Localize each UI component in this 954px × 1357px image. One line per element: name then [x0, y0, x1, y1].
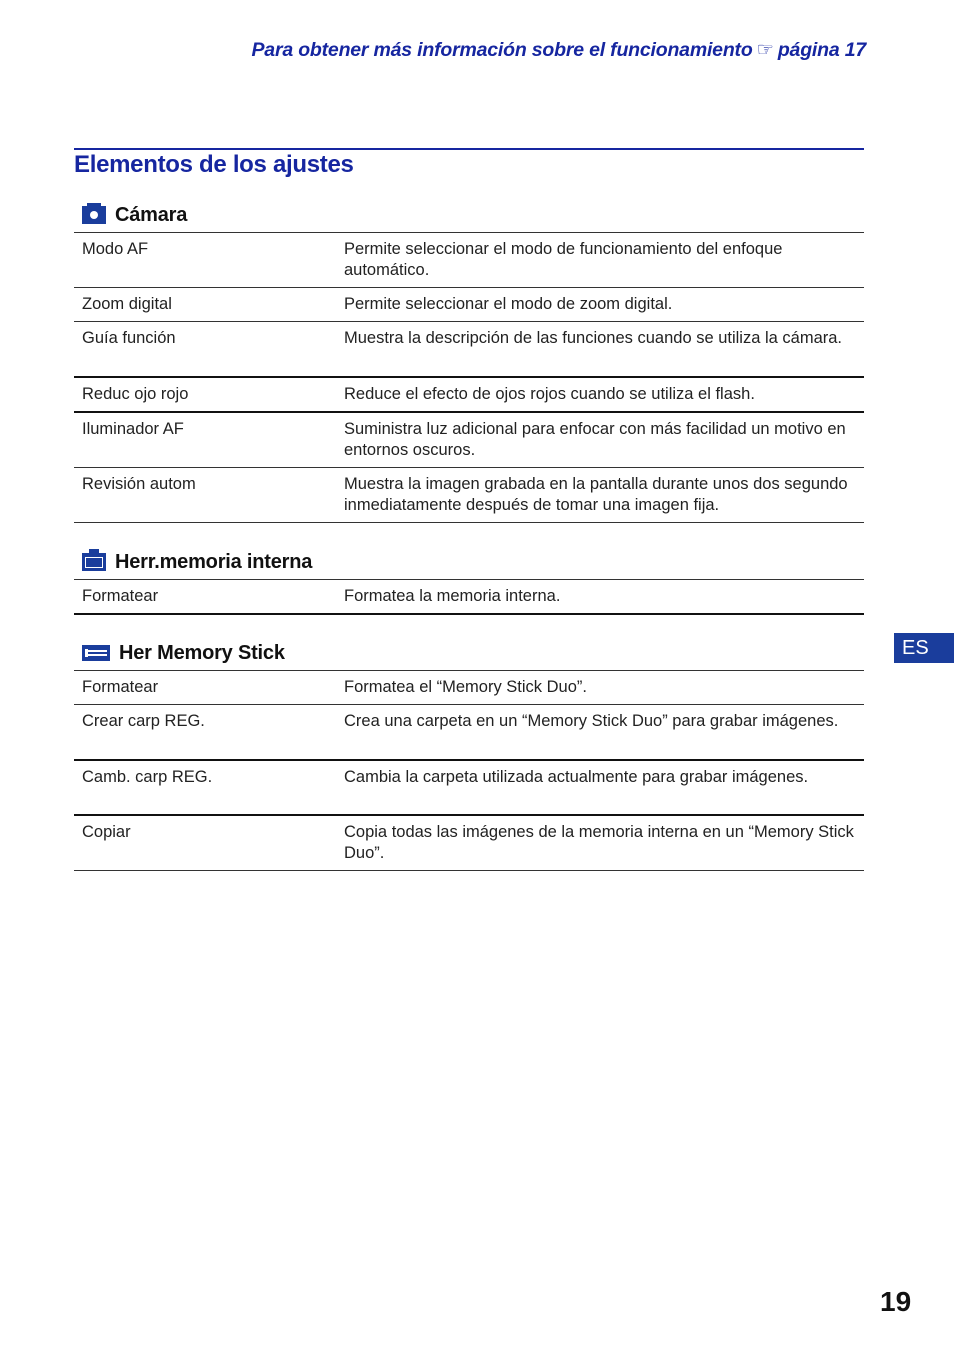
- setting-name: Formatear: [82, 678, 159, 696]
- section-label: Cámara: [115, 203, 188, 226]
- setting-description: Formatea el “Memory Stick Duo”.: [344, 678, 587, 696]
- settings-table-camera: [74, 232, 864, 523]
- language-tab: ES: [894, 633, 954, 663]
- section-label: Her Memory Stick: [119, 641, 285, 664]
- table-row: [74, 580, 864, 615]
- table-row: [74, 288, 864, 322]
- setting-description: Crea una carpeta en un “Memory Stick Duo” para grabar imágenes.: [344, 712, 839, 730]
- page-title: Elementos de los ajustes: [74, 151, 354, 178]
- table-row: [74, 815, 864, 871]
- setting-name: Reduc ojo rojo: [82, 384, 189, 403]
- title-rule: [74, 148, 864, 150]
- setting-description: Suministra luz adicional para enfocar con más facilidad un motivo en entornos oscuros.: [344, 419, 846, 459]
- page-reference-link[interactable]: página 17: [777, 39, 866, 61]
- setting-description: Cambia la carpeta utilizada actualmente para grabar imágenes.: [344, 767, 809, 786]
- camera-icon: [82, 206, 106, 224]
- page-number: 19: [880, 1286, 912, 1317]
- setting-name: Crear carp REG.: [82, 712, 205, 730]
- setting-name: Copiar: [82, 822, 131, 841]
- settings-table-memory-stick: [74, 670, 864, 871]
- page-reference-header: [252, 38, 867, 62]
- table-row: [74, 705, 864, 760]
- table-row: [74, 671, 864, 705]
- section-heading: [74, 545, 864, 579]
- setting-name: Revisión autom: [82, 474, 196, 493]
- setting-description: Permite seleccionar el modo de zoom digital.: [344, 295, 673, 313]
- section-heading: [74, 636, 864, 670]
- pointing-hand-icon: ☞: [756, 39, 774, 61]
- section-label: Herr.memoria interna: [115, 550, 313, 573]
- section-internal-memory: [74, 545, 864, 615]
- section-camera: [74, 198, 864, 523]
- setting-name: Camb. carp REG.: [82, 767, 213, 786]
- setting-description: Permite seleccionar el modo de funcionamiento del enfoque automático.: [344, 240, 783, 279]
- reference-text: Para obtener más información sobre el funcionamiento: [251, 39, 753, 61]
- setting-description: Copia todas las imágenes de la memoria interna en un “Memory Stick Duo”.: [344, 822, 854, 862]
- setting-name: Guía función: [82, 329, 176, 347]
- setting-name: Zoom digital: [82, 295, 172, 313]
- table-row: [74, 467, 864, 522]
- internal-memory-icon: [82, 553, 106, 571]
- setting-description: Muestra la imagen grabada en la pantalla durante unos dos segundo inmediatamente después de tomar una imagen fija.: [344, 474, 848, 514]
- setting-name: Iluminador AF: [82, 419, 184, 438]
- section-heading: [74, 198, 864, 232]
- section-memory-stick: [74, 636, 864, 871]
- setting-description: Formatea la memoria interna.: [344, 587, 561, 605]
- settings-table-internal-memory: [74, 579, 864, 615]
- table-row: [74, 412, 864, 468]
- table-row: [74, 322, 864, 377]
- memory-stick-icon: [82, 645, 110, 661]
- table-row: [74, 760, 864, 815]
- setting-description: Reduce el efecto de ojos rojos cuando se utiliza el flash.: [344, 384, 755, 403]
- table-row: [74, 233, 864, 288]
- setting-name: Formatear: [82, 587, 159, 605]
- table-row: [74, 377, 864, 412]
- setting-name: Modo AF: [82, 240, 149, 258]
- setting-description: Muestra la descripción de las funciones cuando se utiliza la cámara.: [344, 329, 843, 347]
